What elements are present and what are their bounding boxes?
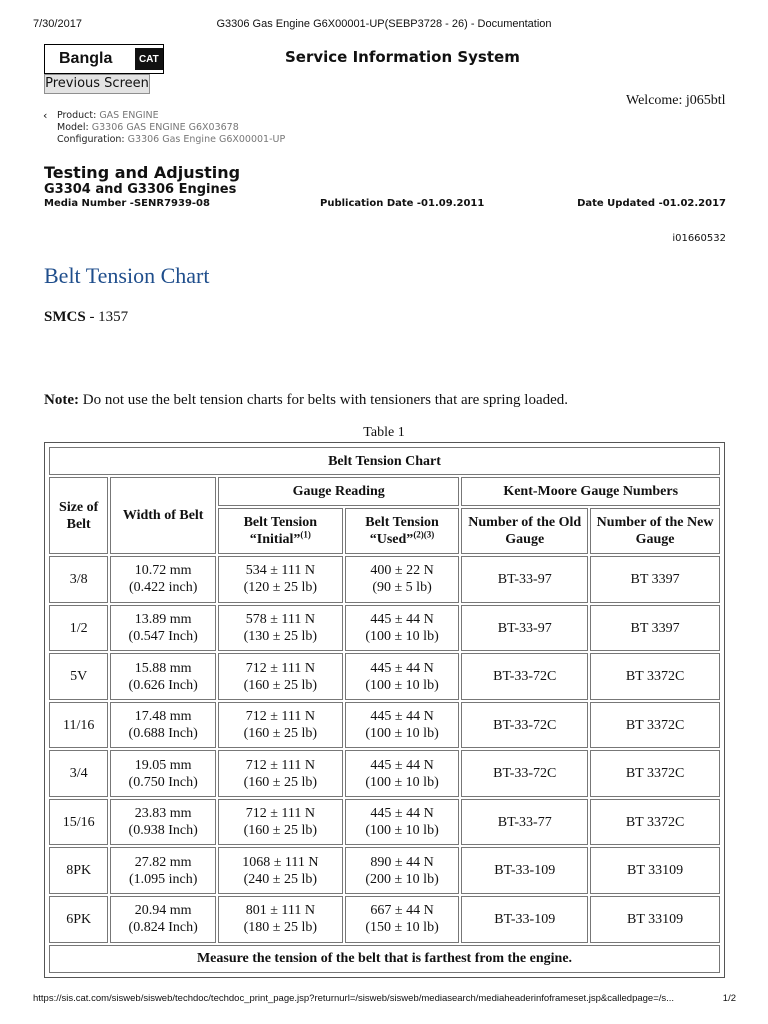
cell-initial-tension [218,847,343,894]
smcs-label: SMCS [44,309,86,325]
cell-old-gauge-old: BT-33-72C [493,717,557,733]
cell-old-gauge-old: BT-33-97 [497,620,552,636]
cell-used-tension-used-n: 445 ± 44 N [370,612,434,628]
cell-size [49,556,108,603]
cell-size [49,605,108,652]
cell-width-width-mm: 19.05 mm [134,757,192,773]
cell-size [49,653,108,700]
cell-width-width-mm: 10.72 mm [134,563,192,579]
cell-new-gauge-new: BT 3372C [625,717,685,733]
cell-size-size: 15/16 [62,814,95,830]
cell-used-tension-used-n: 890 ± 44 N [370,854,434,870]
cell-width [110,702,216,749]
welcome-text: Welcome: j065btl [626,93,726,108]
cell-used-tension [345,750,460,797]
cell-old-gauge [461,750,588,797]
cell-initial-tension-init-lb: (120 ± 25 lb) [243,580,318,596]
cell-new-gauge-new: BT 3372C [625,814,685,830]
column-header-initial [218,508,343,555]
product-line [57,110,159,121]
table-footer-row [49,945,720,973]
cell-width-width-mm: 23.83 mm [134,806,192,822]
configuration-value: G3306 Gas Engine G6X00001-UP [127,134,286,145]
cell-used-tension [345,653,460,700]
date-updated: Date Updated -01.02.2017 [577,198,726,209]
cell-initial-tension-init-lb: (160 ± 25 lb) [243,774,318,790]
product-label: Product: [57,110,97,121]
cell-width [110,799,216,846]
cell-used-tension-used-lb: (200 ± 10 lb) [365,871,439,887]
configuration-label: Configuration: [57,134,125,145]
cell-new-gauge-new: BT 3372C [625,669,685,685]
cell-new-gauge-new: BT 33109 [626,863,684,879]
cell-used-tension [345,605,460,652]
table-title: Belt Tension Chart [49,447,720,475]
system-title: Service Information System [285,48,520,66]
cell-old-gauge-old: BT-33-109 [494,911,556,927]
cell-initial-tension-init-n: 534 ± 111 N [245,563,315,579]
cell-new-gauge [590,847,720,894]
cell-old-gauge-old: BT-33-109 [494,863,556,879]
cell-width-width-in: (0.938 Inch) [128,823,198,839]
cell-used-tension-used-lb: (100 ± 10 lb) [365,774,439,790]
cell-size-size: 5V [70,669,88,685]
cell-initial-tension-init-n: 712 ± 111 N [245,709,315,725]
cell-initial-tension [218,653,343,700]
cell-initial-tension [218,702,343,749]
cell-new-gauge-new: BT 3372C [625,766,685,782]
cell-new-gauge-new: BT 33109 [626,911,684,927]
cell-initial-tension [218,799,343,846]
cell-initial-tension-init-lb: (180 ± 25 lb) [243,920,318,936]
column-header-initial-line1: Belt Tension [243,514,318,530]
cell-used-tension-used-n: 445 ± 44 N [370,806,434,822]
cell-width [110,750,216,797]
table-row [49,750,720,797]
cell-initial-tension [218,605,343,652]
cell-used-tension [345,896,460,943]
smcs-value: - 1357 [89,309,129,325]
page-heading: Belt Tension Chart [44,263,210,288]
column-header-initial-line2: “Initial” [249,531,301,547]
cell-old-gauge-old: BT-33-72C [493,766,557,782]
cell-old-gauge [461,556,588,603]
group-header-kent-moore: Kent-Moore Gauge Numbers [461,477,720,505]
cell-new-gauge [590,556,720,603]
cell-size-size: 11/16 [62,717,95,733]
print-page-title: G3306 Gas Engine G6X00001-UP(SEBP3728 - 26) - Documentation [216,18,552,30]
logo-brand-text: Bangla [59,50,113,67]
cell-used-tension-used-n: 445 ± 44 N [370,757,434,773]
cell-new-gauge [590,702,720,749]
cell-used-tension-used-lb: (150 ± 10 lb) [365,920,439,936]
cell-initial-tension [218,896,343,943]
cell-new-gauge [590,896,720,943]
column-header-width: Width of Belt [110,477,216,554]
cell-size-size: 3/8 [69,571,88,587]
cell-size-size: 8PK [66,863,92,879]
cell-size [49,847,108,894]
cell-size [49,702,108,749]
cell-width-width-mm: 20.94 mm [134,903,192,919]
cell-new-gauge [590,605,720,652]
cell-used-tension-used-lb: (100 ± 10 lb) [365,726,439,742]
cat-logo-icon: CAT [135,48,163,70]
cell-used-tension-used-n: 445 ± 44 N [370,660,434,676]
column-header-used-line2: “Used” [369,531,414,547]
cell-width [110,896,216,943]
cell-new-gauge-new: BT 3397 [630,620,680,636]
cell-new-gauge-new: BT 3397 [630,571,680,587]
print-footer-page: 1/2 [722,993,736,1004]
table-row [49,556,720,603]
cell-width-width-in: (0.547 Inch) [128,629,198,645]
note-label: Note: [44,392,79,408]
cell-width-width-mm: 27.82 mm [134,854,192,870]
previous-screen-button[interactable]: Previous Screen [44,74,150,94]
cell-used-tension-used-lb: (100 ± 10 lb) [365,629,439,645]
table-footer-note: Measure the tension of the belt that is farthest from the engine. [49,945,720,973]
cell-initial-tension-init-lb: (130 ± 25 lb) [243,629,318,645]
smcs-line [44,309,128,326]
print-date: 7/30/2017 [33,18,82,30]
cell-initial-tension-init-n: 578 ± 111 N [245,612,315,628]
cell-initial-tension-init-n: 801 ± 111 N [245,903,315,919]
configuration-line [57,134,285,145]
cell-old-gauge-old: BT-33-97 [497,571,552,587]
cell-initial-tension-init-n: 1068 ± 111 N [242,854,319,870]
cell-initial-tension-init-lb: (160 ± 25 lb) [243,726,318,742]
cell-used-tension-used-n: 667 ± 44 N [370,903,434,919]
cell-width-width-mm: 17.48 mm [134,709,192,725]
cell-width-width-in: (0.688 Inch) [128,726,198,742]
cell-old-gauge [461,653,588,700]
table-row [49,653,720,700]
cell-old-gauge [461,605,588,652]
cell-width-width-in: (0.824 Inch) [128,920,198,936]
media-number: Media Number -SENR7939-08 [44,198,210,209]
cell-old-gauge-old: BT-33-77 [497,814,552,830]
note [44,392,568,409]
cell-used-tension [345,556,460,603]
column-header-size: Size of Belt [49,477,108,554]
footnote-ref-initial: (1) [300,529,311,540]
cell-new-gauge [590,653,720,700]
group-header-gauge-reading: Gauge Reading [218,477,459,505]
cell-width [110,653,216,700]
document-subtitle: G3304 and G3306 Engines [44,182,237,197]
cell-old-gauge-old: BT-33-72C [493,669,557,685]
publication-date: Publication Date -01.09.2011 [320,198,485,209]
cell-width-width-in: (0.750 Inch) [128,774,198,790]
cell-width-width-mm: 13.89 mm [134,612,192,628]
table-caption: Table 1 [363,425,405,440]
cell-used-tension-used-lb: (100 ± 10 lb) [365,823,439,839]
cell-size-size: 6PK [66,911,92,927]
cell-width [110,847,216,894]
cell-size [49,750,108,797]
cell-old-gauge [461,799,588,846]
cell-old-gauge [461,896,588,943]
cell-size [49,799,108,846]
cell-initial-tension [218,556,343,603]
cell-used-tension [345,847,460,894]
cell-used-tension-used-lb: (100 ± 10 lb) [365,677,439,693]
cell-width-width-in: (0.626 Inch) [128,677,198,693]
cell-used-tension [345,799,460,846]
cell-new-gauge [590,750,720,797]
cell-initial-tension-init-lb: (160 ± 25 lb) [243,677,318,693]
table-row [49,702,720,749]
cell-new-gauge [590,799,720,846]
column-header-used [345,508,460,555]
model-value: G3306 GAS ENGINE G6X03678 [91,122,239,133]
cell-width [110,605,216,652]
cell-old-gauge [461,847,588,894]
table-row [49,847,720,894]
column-header-new-gauge: Number of the New Gauge [590,508,720,555]
model-label: Model: [57,122,89,133]
document-title: Testing and Adjusting [44,163,241,182]
column-header-used-line1: Belt Tension [365,514,439,530]
cell-width-width-mm: 15.88 mm [134,660,192,676]
cell-initial-tension [218,750,343,797]
table-row [49,896,720,943]
cell-old-gauge [461,702,588,749]
model-line [57,122,239,133]
cell-width-width-in: (0.422 inch) [128,580,198,596]
table-row [49,799,720,846]
back-chevron-icon[interactable]: ‹ [43,109,48,122]
note-text: Do not use the belt tension charts for belts with tensioners that are spring loaded. [82,392,569,408]
logo [44,44,164,74]
belt-tension-table [44,442,725,978]
column-header-old-gauge: Number of the Old Gauge [461,508,588,555]
cell-used-tension-used-n: 445 ± 44 N [370,709,434,725]
cell-size-size: 1/2 [69,620,88,636]
cell-width-width-in: (1.095 inch) [128,871,198,887]
cell-initial-tension-init-n: 712 ± 111 N [245,757,315,773]
cell-used-tension-used-n: 400 ± 22 N [370,563,434,579]
cell-size [49,896,108,943]
cell-initial-tension-init-n: 712 ± 111 N [245,806,315,822]
cell-used-tension-used-lb: (90 ± 5 lb) [372,580,432,596]
document-id: i01660532 [672,233,726,244]
print-footer-url: https://sis.cat.com/sisweb/sisweb/techdoc/techdoc_print_page.jsp?returnurl=/sisweb/sisweb/mediasearch/mediaheaderinfoframeset.jsp&calledpage=/s... [33,993,675,1004]
footnote-ref-used: (2)(3) [413,529,435,540]
table-row [49,605,720,652]
cell-width [110,556,216,603]
cell-used-tension [345,702,460,749]
cell-initial-tension-init-n: 712 ± 111 N [245,660,315,676]
product-value: GAS ENGINE [99,110,159,121]
cell-initial-tension-init-lb: (240 ± 25 lb) [243,871,318,887]
cell-initial-tension-init-lb: (160 ± 25 lb) [243,823,318,839]
cell-size-size: 3/4 [69,766,88,782]
